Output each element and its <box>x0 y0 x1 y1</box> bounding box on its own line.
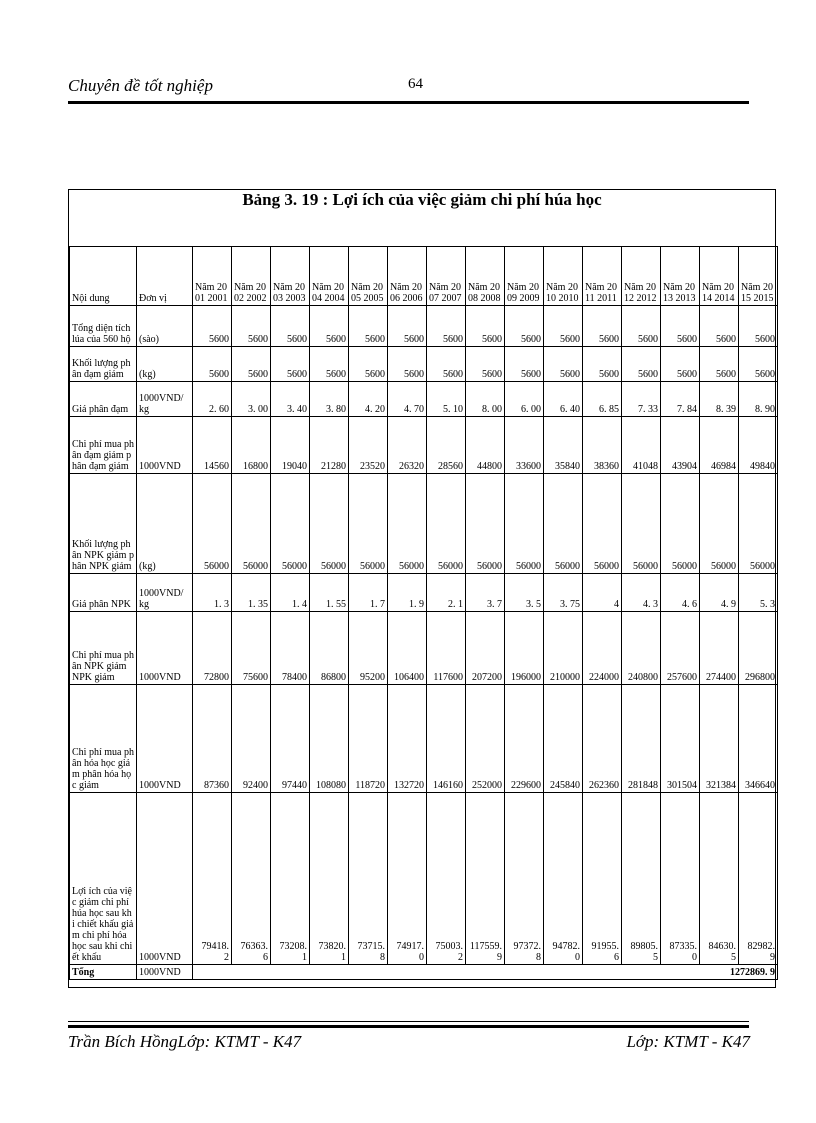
table-title-row <box>0 190 776 210</box>
table-row <box>70 685 778 793</box>
row-value: 1. 7 <box>349 574 388 612</box>
row-value: 5600 <box>466 347 505 382</box>
row-unit: 1000VND/ kg <box>137 574 193 612</box>
row-unit: 1000VND <box>137 793 193 965</box>
row-value: 6. 00 <box>505 382 544 417</box>
row-value: 2. 60 <box>193 382 232 417</box>
row-value: 1. 35 <box>232 574 271 612</box>
data-table <box>69 246 778 980</box>
row-value: 5600 <box>466 306 505 347</box>
row-value: 3. 00 <box>232 382 271 417</box>
row-value: 97372. 8 <box>505 793 544 965</box>
row-value: 132720 <box>388 685 427 793</box>
row-value: 21280 <box>310 417 349 474</box>
header-year: Năm 2003 2003 <box>271 247 310 306</box>
row-value: 5600 <box>271 306 310 347</box>
row-label: Giá phân đạm <box>70 382 137 417</box>
row-value: 43904 <box>661 417 700 474</box>
row-value: 5600 <box>232 347 271 382</box>
row-value: 117600 <box>427 612 466 685</box>
table-total-row <box>70 965 778 980</box>
row-value: 73715. 8 <box>349 793 388 965</box>
row-value: 262360 <box>583 685 622 793</box>
header-year: Năm 2002 2002 <box>232 247 271 306</box>
row-value: 301504 <box>661 685 700 793</box>
header-unit: Đơn vị <box>137 247 193 306</box>
row-value: 8. 00 <box>466 382 505 417</box>
row-value: 86800 <box>310 612 349 685</box>
header-year: Năm 2009 2009 <box>505 247 544 306</box>
row-value: 76363. 6 <box>232 793 271 965</box>
row-value: 274400 <box>700 612 739 685</box>
row-label: Giá phân NPK <box>70 574 137 612</box>
row-value: 5600 <box>661 347 700 382</box>
total-unit: 1000VND <box>137 965 193 980</box>
row-value: 38360 <box>583 417 622 474</box>
row-value: 5600 <box>193 306 232 347</box>
row-value: 224000 <box>583 612 622 685</box>
row-value: 73820. 1 <box>310 793 349 965</box>
row-value: 146160 <box>427 685 466 793</box>
row-value: 6. 40 <box>544 382 583 417</box>
row-value: 5600 <box>232 306 271 347</box>
row-value: 106400 <box>388 612 427 685</box>
row-value: 210000 <box>544 612 583 685</box>
row-unit: 1000VND <box>137 417 193 474</box>
row-value: 56000 <box>544 474 583 574</box>
table-row <box>70 574 778 612</box>
table-header-row <box>70 247 778 306</box>
row-value: 5600 <box>310 347 349 382</box>
row-value: 2. 1 <box>427 574 466 612</box>
row-value: 56000 <box>388 474 427 574</box>
row-value: 56000 <box>583 474 622 574</box>
row-value: 56000 <box>232 474 271 574</box>
row-unit: 1000VND/ kg <box>137 382 193 417</box>
page-header <box>68 76 749 100</box>
row-unit: 1000VND <box>137 612 193 685</box>
row-value: 74917. 0 <box>388 793 427 965</box>
row-value: 5600 <box>349 306 388 347</box>
row-value: 5600 <box>427 347 466 382</box>
header-year: Năm 2001 2001 <box>193 247 232 306</box>
row-value: 84630. 5 <box>700 793 739 965</box>
row-value: 56000 <box>661 474 700 574</box>
row-value: 117559. 9 <box>466 793 505 965</box>
total-label: Tổng <box>70 965 137 980</box>
row-value: 5600 <box>271 347 310 382</box>
table-row <box>70 474 778 574</box>
row-value: 5600 <box>700 347 739 382</box>
header-rule <box>68 101 749 104</box>
row-value: 4 <box>583 574 622 612</box>
row-value: 281848 <box>622 685 661 793</box>
table-row <box>70 793 778 965</box>
row-value: 4. 9 <box>700 574 739 612</box>
row-value: 49840 <box>739 417 778 474</box>
row-value: 5600 <box>193 347 232 382</box>
row-value: 4. 70 <box>388 382 427 417</box>
row-value: 82982. 9 <box>739 793 778 965</box>
row-value: 97440 <box>271 685 310 793</box>
row-value: 92400 <box>232 685 271 793</box>
header-year: Năm 2008 2008 <box>466 247 505 306</box>
row-value: 5600 <box>505 347 544 382</box>
row-value: 46984 <box>700 417 739 474</box>
row-value: 75600 <box>232 612 271 685</box>
header-year: Năm 2006 2006 <box>388 247 427 306</box>
row-value: 56000 <box>271 474 310 574</box>
row-value: 56000 <box>739 474 778 574</box>
header-year: Năm 2010 2010 <box>544 247 583 306</box>
header-year: Năm 2004 2004 <box>310 247 349 306</box>
row-value: 118720 <box>349 685 388 793</box>
row-label: Lợi ích của việc giảm chi phí húa học sau khi chiết khấu giảm chi phí hóa học sau khi chiết khấu <box>70 793 137 965</box>
row-value: 26320 <box>388 417 427 474</box>
row-value: 95200 <box>349 612 388 685</box>
header-year: Năm 2014 2014 <box>700 247 739 306</box>
row-value: 73208. 1 <box>271 793 310 965</box>
row-unit: (kg) <box>137 474 193 574</box>
table-title: Bảng 3. 19 : Lợi ích của việc giảm chi phí húa học <box>242 190 602 209</box>
row-value: 5600 <box>544 347 583 382</box>
row-value: 252000 <box>466 685 505 793</box>
header-year: Năm 2012 2012 <box>622 247 661 306</box>
row-value: 5600 <box>544 306 583 347</box>
header-year: Năm 2007 2007 <box>427 247 466 306</box>
row-value: 196000 <box>505 612 544 685</box>
row-value: 5. 3 <box>739 574 778 612</box>
row-value: 3. 80 <box>310 382 349 417</box>
header-year: Năm 2015 2015 <box>739 247 778 306</box>
row-value: 5600 <box>622 306 661 347</box>
row-value: 56000 <box>466 474 505 574</box>
table-row <box>70 417 778 474</box>
row-value: 87360 <box>193 685 232 793</box>
row-value: 296800 <box>739 612 778 685</box>
row-value: 1. 55 <box>310 574 349 612</box>
row-value: 33600 <box>505 417 544 474</box>
footer-rule-thick <box>68 1025 749 1028</box>
header-title: Chuyên đề tốt nghiệp <box>68 76 213 95</box>
header-year: Năm 2013 2013 <box>661 247 700 306</box>
row-value: 75003. 2 <box>427 793 466 965</box>
row-value: 72800 <box>193 612 232 685</box>
header-content: Nội dung <box>70 247 137 306</box>
row-label: Tổng diện tích lúa của 560 hộ <box>70 306 137 347</box>
header-year: Năm 2011 2011 <box>583 247 622 306</box>
row-value: 3. 7 <box>466 574 505 612</box>
row-value: 5600 <box>310 306 349 347</box>
row-value: 5600 <box>505 306 544 347</box>
row-label: Chi phí mua phân đạm giảm phân đạm giảm <box>70 417 137 474</box>
row-value: 108080 <box>310 685 349 793</box>
row-value: 5600 <box>349 347 388 382</box>
row-value: 240800 <box>622 612 661 685</box>
row-value: 56000 <box>622 474 661 574</box>
row-value: 28560 <box>427 417 466 474</box>
footer-rule <box>68 1021 749 1022</box>
row-label: Chi phí mua phân hóa học giảm phân hóa học giảm <box>70 685 137 793</box>
row-value: 245840 <box>544 685 583 793</box>
row-value: 5600 <box>583 347 622 382</box>
table-row <box>70 612 778 685</box>
row-value: 19040 <box>271 417 310 474</box>
row-value: 346640 <box>739 685 778 793</box>
row-value: 321384 <box>700 685 739 793</box>
row-value: 41048 <box>622 417 661 474</box>
row-value: 257600 <box>661 612 700 685</box>
row-value: 14560 <box>193 417 232 474</box>
row-value: 4. 6 <box>661 574 700 612</box>
row-value: 1. 4 <box>271 574 310 612</box>
row-value: 5600 <box>583 306 622 347</box>
row-unit: 1000VND <box>137 685 193 793</box>
row-label: Chi phí mua phân NPK giảm NPK giảm <box>70 612 137 685</box>
row-value: 56000 <box>310 474 349 574</box>
row-value: 78400 <box>271 612 310 685</box>
row-unit: (kg) <box>137 347 193 382</box>
row-value: 5600 <box>622 347 661 382</box>
row-value: 91955. 6 <box>583 793 622 965</box>
row-label: Khối lượng phân NPK giảm phân NPK giảm <box>70 474 137 574</box>
row-value: 56000 <box>193 474 232 574</box>
row-value: 4. 3 <box>622 574 661 612</box>
page-number: 64 <box>408 76 423 92</box>
table-row <box>70 382 778 417</box>
row-value: 35840 <box>544 417 583 474</box>
row-value: 5600 <box>388 347 427 382</box>
row-value: 79418. 2 <box>193 793 232 965</box>
row-value: 56000 <box>505 474 544 574</box>
row-value: 3. 40 <box>271 382 310 417</box>
row-value: 3. 75 <box>544 574 583 612</box>
total-value: 1272869. 9 <box>193 965 778 980</box>
row-value: 5600 <box>661 306 700 347</box>
row-value: 229600 <box>505 685 544 793</box>
footer-author: Trần Bích HồngLớp: KTMT - K47 <box>68 1032 302 1051</box>
row-value: 6. 85 <box>583 382 622 417</box>
row-value: 5600 <box>739 306 778 347</box>
row-value: 87335. 0 <box>661 793 700 965</box>
row-value: 44800 <box>466 417 505 474</box>
row-value: 8. 39 <box>700 382 739 417</box>
row-value: 5. 10 <box>427 382 466 417</box>
row-value: 207200 <box>466 612 505 685</box>
row-value: 56000 <box>349 474 388 574</box>
row-value: 5600 <box>427 306 466 347</box>
table-row <box>70 306 778 347</box>
row-value: 1. 9 <box>388 574 427 612</box>
row-value: 4. 20 <box>349 382 388 417</box>
row-label: Khối lượng phân đạm giảm <box>70 347 137 382</box>
row-value: 5600 <box>739 347 778 382</box>
row-value: 23520 <box>349 417 388 474</box>
table-row <box>70 347 778 382</box>
row-value: 3. 5 <box>505 574 544 612</box>
row-value: 1. 3 <box>193 574 232 612</box>
header-year: Năm 2005 2005 <box>349 247 388 306</box>
row-value: 89805. 5 <box>622 793 661 965</box>
row-value: 7. 33 <box>622 382 661 417</box>
row-value: 16800 <box>232 417 271 474</box>
row-value: 5600 <box>388 306 427 347</box>
row-value: 56000 <box>700 474 739 574</box>
row-value: 7. 84 <box>661 382 700 417</box>
row-value: 8. 90 <box>739 382 778 417</box>
row-value: 56000 <box>427 474 466 574</box>
row-unit: (sào) <box>137 306 193 347</box>
footer-class: Lớp: KTMT - K47 <box>626 1032 750 1051</box>
row-value: 5600 <box>700 306 739 347</box>
row-value: 94782. 0 <box>544 793 583 965</box>
